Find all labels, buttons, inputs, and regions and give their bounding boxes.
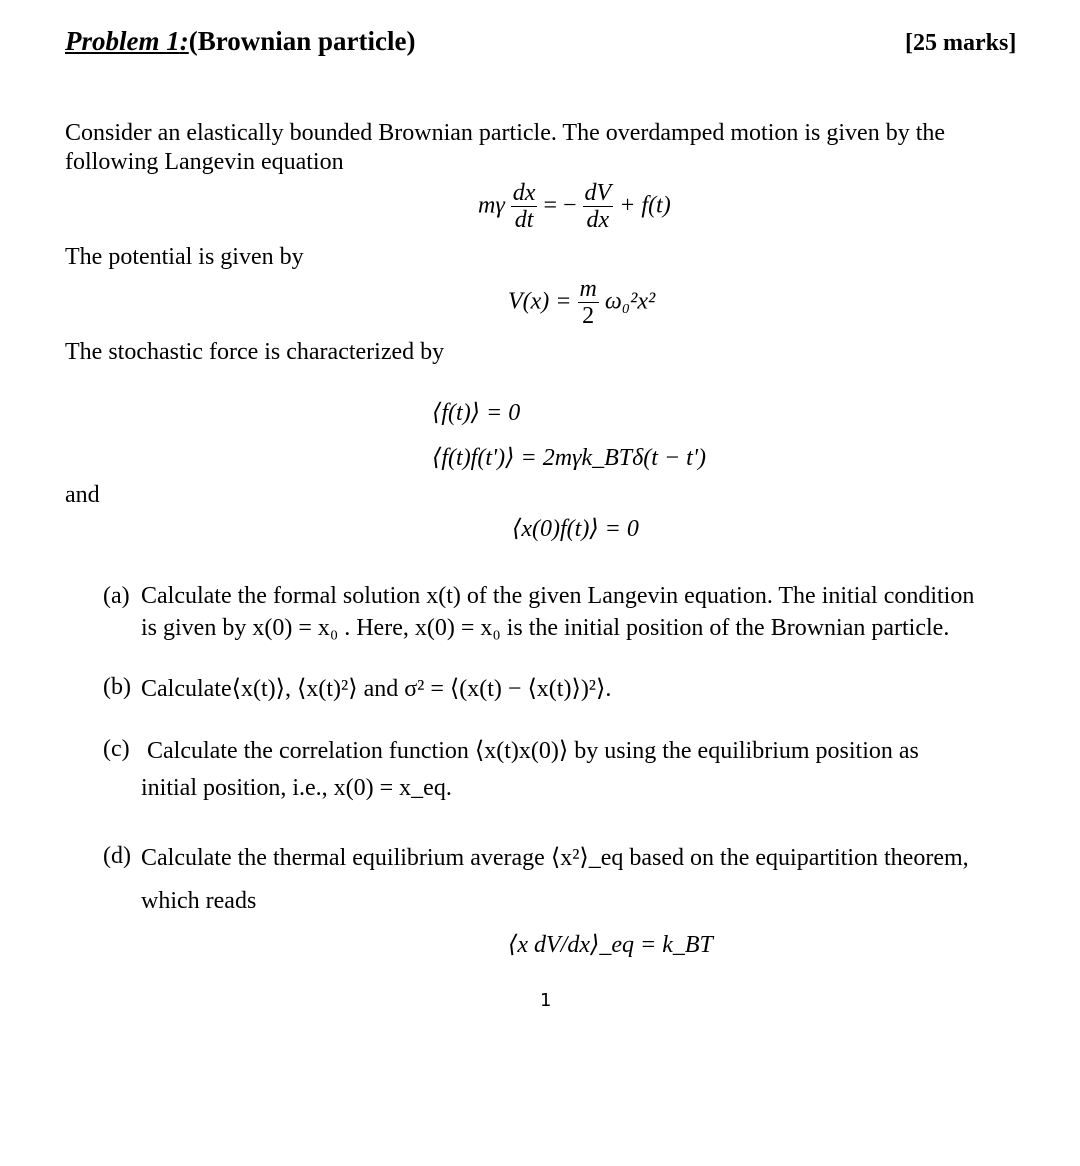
langevin-dV: dV xyxy=(584,180,612,206)
title-separator: : xyxy=(179,26,189,56)
langevin-dx: dx xyxy=(512,180,536,206)
question-a-label: (a) xyxy=(103,583,130,609)
problem-label: Problem 1 xyxy=(65,26,180,56)
intro-line-2: following Langevin equation xyxy=(65,149,344,175)
intro-line-1: Consider an elastically bounded Brownian particle. The overdamped motion is given by the xyxy=(65,120,946,146)
problem-subtitle: (Brownian particle) xyxy=(188,26,416,56)
force-correlation-equation: ⟨f(t)f(t')⟩ = 2mγk_BTδ(t − t') xyxy=(432,445,706,471)
langevin-equation: mγ $\frac{dx}{dt}$ = − $\frac{dV}{dx}$ + f(t) xyxy=(478,180,671,234)
question-a-line-2: is given by x(0) = x₀ . Here, x(0) = x₀ is the initial position of the Brownian particle. xyxy=(141,615,950,641)
langevin-rhs: + f(t) xyxy=(619,192,671,219)
langevin-lhs: mγ xyxy=(478,192,505,219)
potential-lhs: V(x) = xyxy=(508,288,572,315)
question-c-line-2: initial position, i.e., x(0) = x_eq. xyxy=(141,775,452,801)
question-a-line-1: Calculate the formal solution x(t) of the given Langevin equation. The initial condition xyxy=(141,583,975,609)
question-c-label: (c) xyxy=(103,736,130,762)
equipartition-equation: ⟨x dV/dx⟩_eq = k_BT xyxy=(508,932,713,958)
potential-num: m xyxy=(579,276,597,302)
potential-rhs: ω₀²x² xyxy=(604,288,656,315)
marks-label: [25 marks] xyxy=(905,30,1017,56)
question-d-label: (d) xyxy=(103,843,131,869)
cross-correlation-equation: ⟨x(0)f(t)⟩ = 0 xyxy=(512,516,639,542)
question-d-line-2: which reads xyxy=(141,888,257,914)
potential-intro: The potential is given by xyxy=(65,244,304,270)
mean-force-equation: ⟨f(t)⟩ = 0 xyxy=(432,400,521,426)
potential-den: 2 xyxy=(582,303,595,330)
question-b-text: Calculate⟨x(t)⟩, ⟨x(t)²⟩ and σ² = ⟨(x(t) − ⟨x(t)⟩)²⟩. xyxy=(141,676,612,702)
potential-equation xyxy=(508,276,655,330)
question-b-label: (b) xyxy=(103,674,131,700)
langevin-dt: dt xyxy=(514,207,534,234)
problem-title xyxy=(65,26,415,57)
page-number: 1 xyxy=(540,990,552,1011)
question-d-line-1: Calculate the thermal equilibrium average ⟨x²⟩_eq based on the equipartition theorem, xyxy=(141,845,969,871)
langevin-dx2: dx xyxy=(586,207,610,234)
question-c-line-1: Calculate the correlation function ⟨x(t)x(0)⟩ by using the equilibrium position as xyxy=(147,738,919,764)
and-label: and xyxy=(65,482,100,508)
stochastic-intro: The stochastic force is characterized by xyxy=(65,339,445,365)
